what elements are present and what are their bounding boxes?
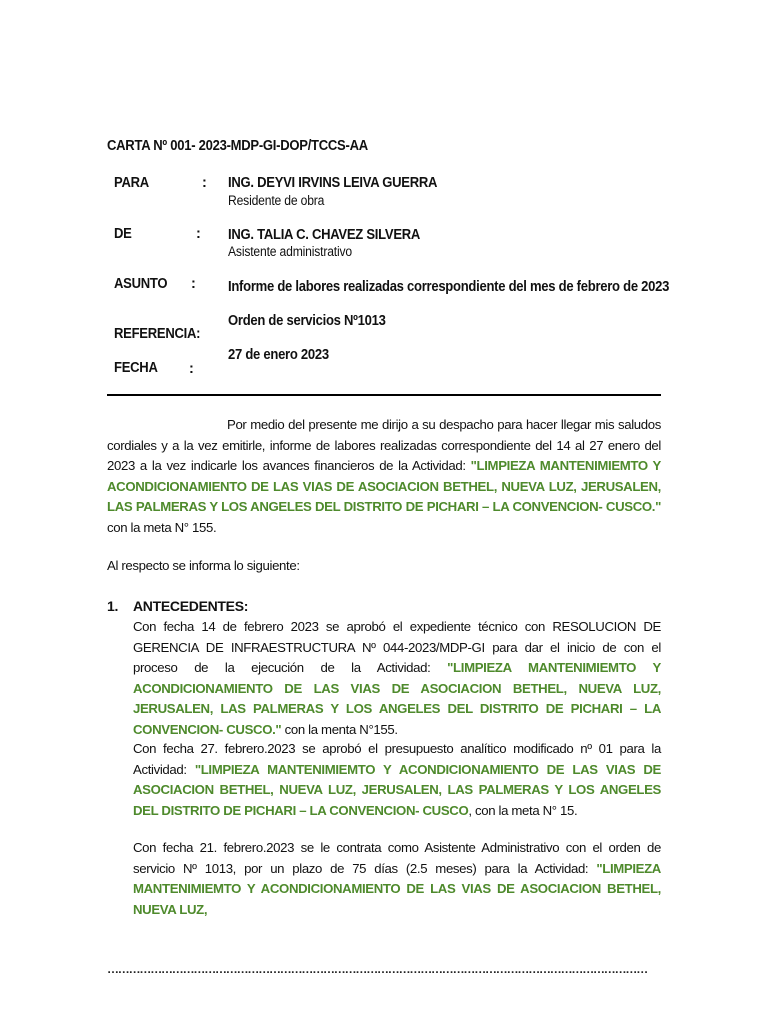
referencia-label: REFERENCIA: — [114, 326, 201, 342]
asunto-value: Informe de labores realizadas correspondiente del mes de febrero de 2023 — [228, 279, 670, 295]
de-role: Asistente administrativo — [228, 244, 352, 259]
antecedente-meta: , con la meta N° 15. — [468, 802, 578, 818]
antecedente-activity: "LIMPIEZA MANTENIMIEMTO Y ACONDICIONAMIENTO DE LAS VIAS DE ASOCIACION BETHEL, NUEVA LUZ, JERUSALEN, LAS PALMERAS Y LOS ANGELES DEL DISTRITO DE PICHARI – LA CONVENCION- CUSCO — [133, 761, 661, 818]
asunto-label: ASUNTO — [114, 276, 168, 292]
antecedente-text: Con fecha 14 de febrero 2023 se aprobó el expediente técnico con RESOLUCION DE GERENCIA DE INFRAESTRUCTURA Nº 044-2023/MDP-GI para dar el inicio de con el proceso de la ejecución de la Actividad: — [133, 619, 661, 676]
fecha-colon: : — [189, 361, 194, 377]
antecedente-paragraph — [133, 617, 661, 741]
para-name: ING. DEYVI IRVINS LEIVA GUERRA — [228, 175, 438, 191]
intro-text: Por medio del presente me dirijo a su despacho para hacer llegar mis saludos cordiales y a la vez emitirle, informe de labores realizadas correspondiente del 14 al 27 enero del 2023 a la vez indicarle los avances financieros de la Actividad: — [107, 417, 661, 474]
respect-line: Al respecto se informa lo siguiente: — [107, 558, 300, 573]
para-label: PARA — [114, 175, 149, 191]
fecha-label: FECHA — [114, 360, 158, 376]
footer-dotted-line: …………………………………………………………………………………………………………………………………… — [107, 962, 648, 976]
antecedente-meta: con la menta N°155. — [281, 721, 398, 737]
de-colon: : — [196, 226, 201, 242]
referencia-value: Orden de servicios Nº1013 — [228, 313, 386, 329]
para-colon: : — [202, 175, 207, 191]
antecedente-activity: "LIMPIEZA MANTENIMIEMTO Y ACONDICIONAMIENTO DE LAS VIAS DE ASOCIACION BETHEL, NUEVA LUZ, JERUSALEN, LAS PALMERAS Y LOS ANGELES DEL DISTRITO DE PICHARI – LA CONVENCION- CUSCO." — [133, 660, 662, 737]
de-label: DE — [114, 226, 132, 242]
antecedente-activity: "LIMPIEZA MANTENIMIEMTO Y ACONDICIONAMIENTO DE LAS VIAS DE ASOCIACION BETHEL, NUEVA LUZ, — [133, 860, 661, 917]
asunto-colon: : — [191, 276, 196, 292]
antecedente-paragraph — [133, 739, 661, 821]
section-title: ANTECEDENTES: — [133, 598, 249, 614]
fecha-value: 27 de enero 2023 — [228, 347, 329, 363]
intro-meta: con la meta N° 155. — [107, 519, 217, 535]
antecedente-text: Con fecha 21. febrero.2023 se le contrata como Asistente Administrativo con el orden de servicio Nº 1013, por un plazo de 75 días (2.5 meses) para la Actividad: — [133, 840, 661, 876]
para-role: Residente de obra — [228, 193, 325, 208]
intro-paragraph — [107, 415, 661, 539]
section-heading — [107, 598, 248, 614]
letter-title: CARTA Nº 001- 2023-MDP-GI-DOP/TCCS-AA — [107, 138, 368, 154]
antecedente-paragraph — [133, 838, 661, 920]
intro-activity: "LIMPIEZA MANTENIMIEMTO Y ACONDICIONAMIENTO DE LAS VIAS DE ASOCIACION BETHEL, NUEVA LUZ, JERUSALEN, LAS PALMERAS Y LOS ANGELES DEL DISTRITO DE PICHARI – LA CONVENCION- CUSCO." — [107, 458, 661, 515]
antecedente-text: Con fecha 27. febrero.2023 se aprobó el presupuesto analítico modificado nº 01 para la Actividad: — [133, 741, 661, 777]
header-divider — [107, 394, 661, 396]
section-number: 1. — [107, 598, 119, 614]
de-name: ING. TALIA C. CHAVEZ SILVERA — [228, 227, 421, 243]
